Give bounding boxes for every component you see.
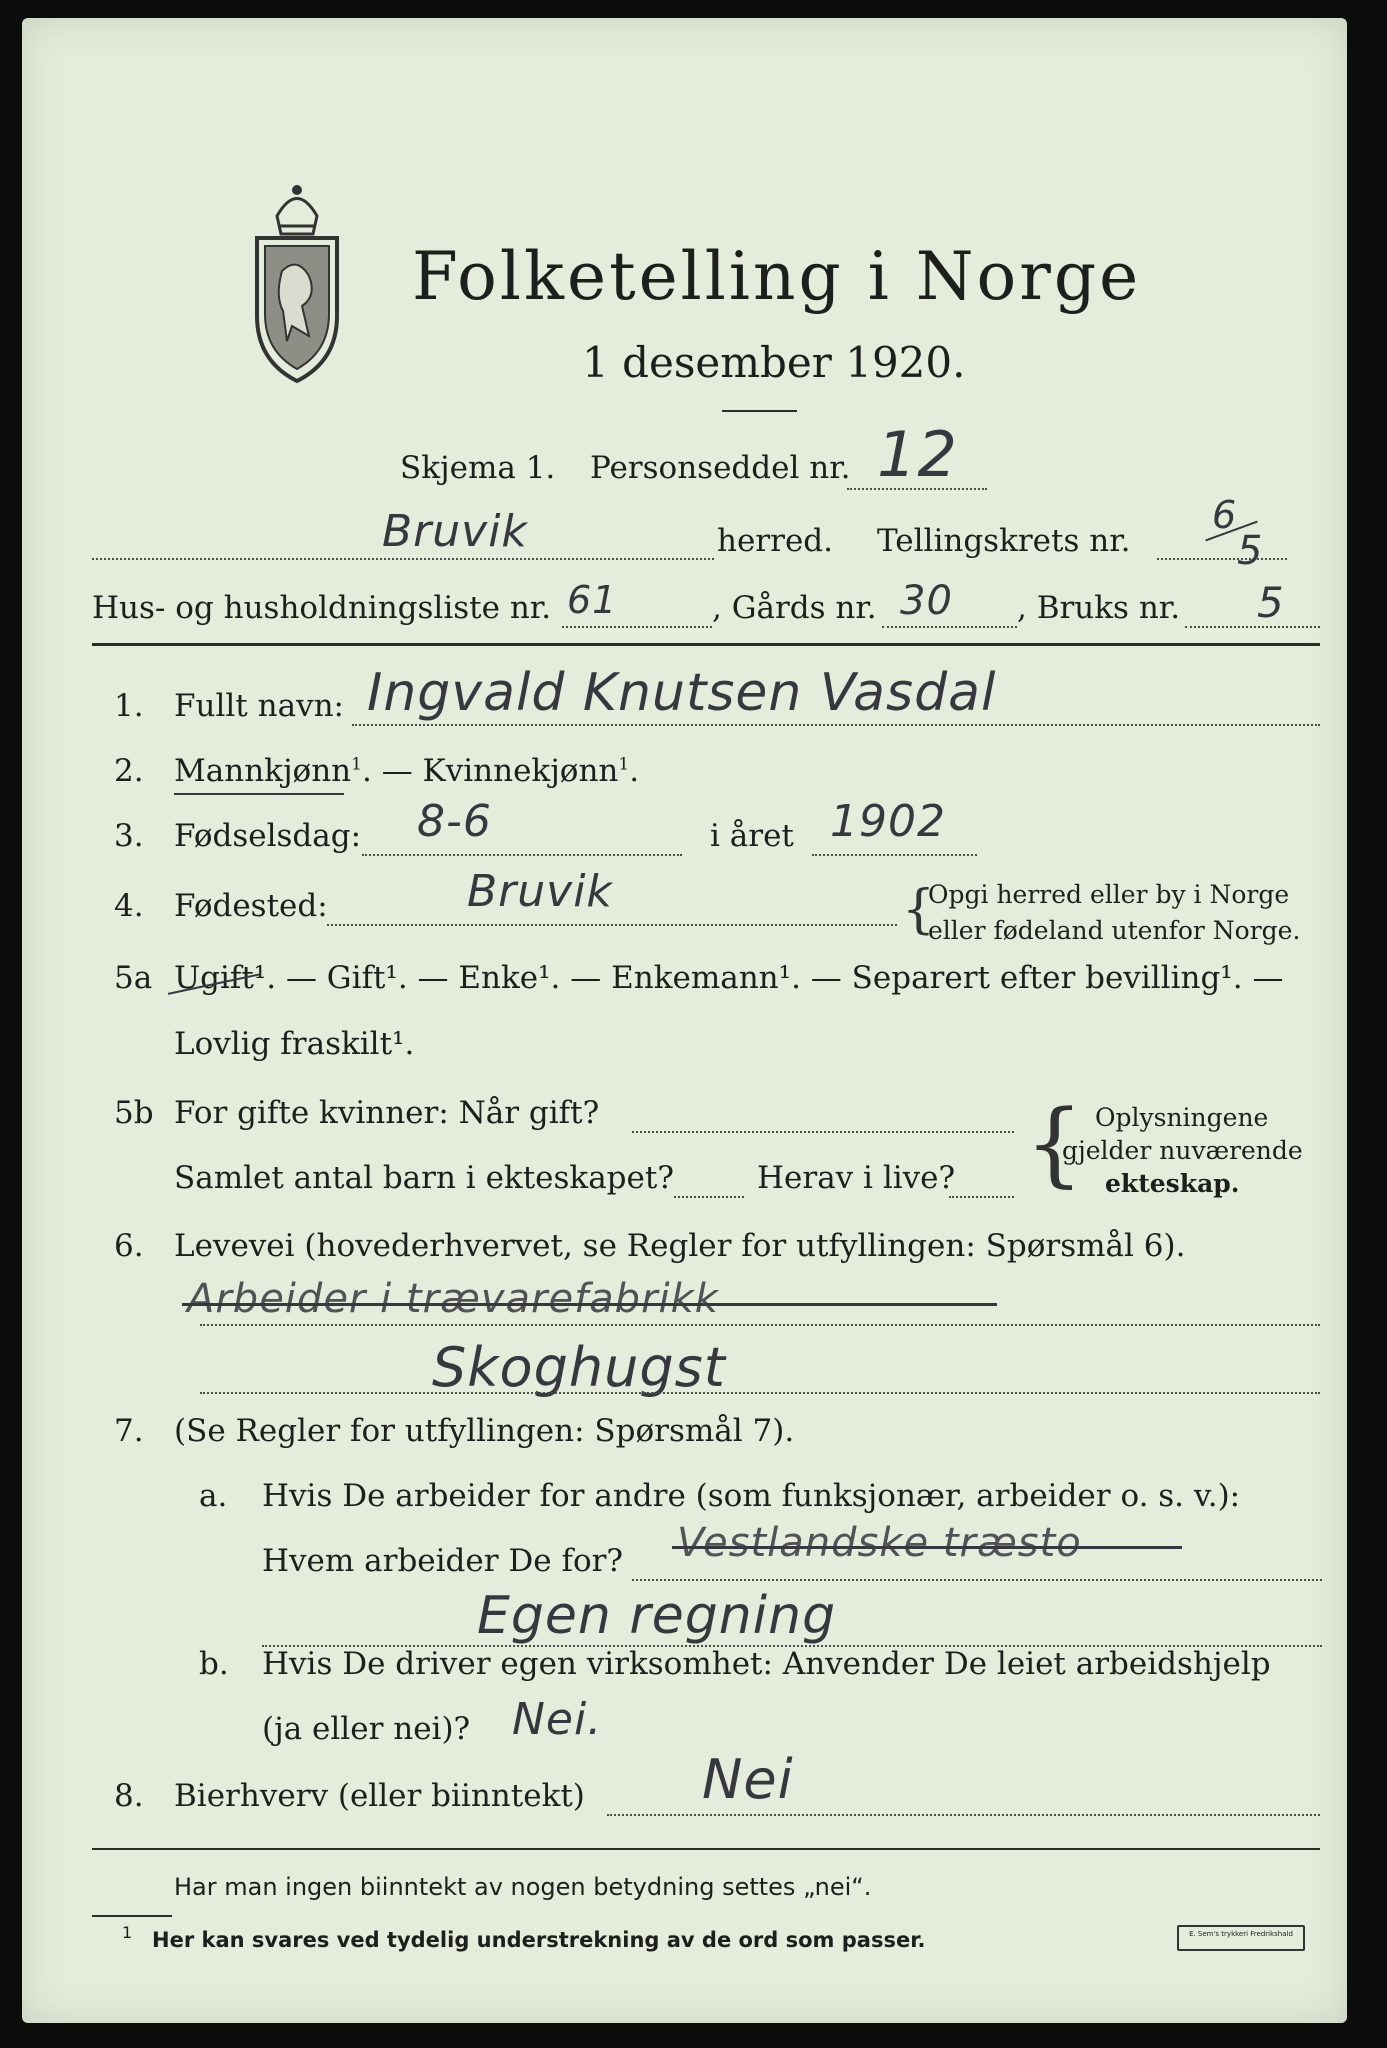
q7a-value-struck: Vestlandske træsto: [677, 1520, 1082, 1566]
q1-value: Ingvald Knutsen Vasdal: [367, 663, 997, 723]
q6-number: 6.: [114, 1228, 144, 1264]
q7a-value: Egen regning: [477, 1586, 837, 1646]
q6-value-struck: Arbeider i trævarefabrikk: [187, 1276, 719, 1322]
q3-label: Fødselsdag:: [174, 818, 362, 854]
gards-label: , Gårds nr.: [712, 590, 877, 626]
q7b-value: Nei.: [512, 1694, 603, 1745]
q4-note-line1: Opgi herred eller by i Norge: [928, 880, 1290, 909]
q5a-options: Ugift¹. — Gift¹. — Enke¹. — Enkemann¹. — Separert efter bevilling¹. —: [174, 960, 1284, 996]
coat-of-arms-icon: [247, 176, 347, 386]
q4-brace: {: [902, 880, 936, 940]
q6-strike: [182, 1303, 997, 1306]
q4-number: 4.: [114, 888, 144, 924]
q3-value: 8-6: [417, 796, 492, 847]
gards-line: [882, 626, 1017, 628]
q5b-note-line3: ekteskap.: [1105, 1169, 1240, 1198]
tellingskrets-line: [1157, 558, 1287, 560]
footnote-divider: [92, 1915, 172, 1917]
q5b-note-line1: Oplysningene: [1095, 1103, 1269, 1132]
footer-note: Har man ingen biinntekt av nogen betydning settes „nei“.: [174, 1873, 872, 1901]
q1-line: [352, 724, 1320, 726]
footer-divider: [92, 1848, 1320, 1850]
q4-value: Bruvik: [467, 866, 613, 917]
q1-number: 1.: [114, 688, 144, 724]
q7a-employer-line: [632, 1579, 1322, 1581]
q8-number: 8.: [114, 1778, 144, 1814]
q7b-letter: b.: [199, 1646, 229, 1682]
q6-label: Levevei (hovederhvervet, se Regler for utfyllingen: Spørsmål 6).: [174, 1228, 1186, 1264]
q7a-letter: a.: [199, 1478, 228, 1514]
q3-line: [362, 854, 682, 856]
q7-label: (Se Regler for utfyllingen: Spørsmål 7).: [174, 1413, 795, 1449]
husholdning-line: [562, 626, 712, 628]
q5b-note-line2: gjelder nuværende: [1062, 1136, 1303, 1165]
q3-year-label: i året: [710, 818, 794, 854]
q7a-employer-label: Hvem arbeider De for?: [262, 1543, 624, 1579]
q7a-strike: [672, 1546, 1182, 1549]
footnote-number: 1: [122, 1923, 133, 1942]
bruks-line: [1185, 626, 1320, 628]
q2-male-option: Mannkjønn: [174, 753, 352, 789]
q5b-married-when-label: For gifte kvinner: Når gift?: [174, 1095, 600, 1131]
q3-year-value: 1902: [830, 796, 946, 847]
tellingskrets-value-old: 6: [1212, 493, 1238, 537]
census-form: [22, 18, 1347, 2023]
q5b-number: 5b: [114, 1095, 154, 1131]
q5b-brace: {: [1025, 1090, 1084, 1197]
q2-male-underline: [174, 793, 344, 795]
q5b-children-line: [674, 1196, 744, 1198]
q8-value: Nei: [702, 1748, 794, 1811]
herred-line: [92, 558, 714, 560]
q5a-options-line2: Lovlig fraskilt¹.: [174, 1026, 415, 1062]
q2-options: Mannkjønn$^1$. — Kvinnekjønn$^1$.: [174, 753, 640, 789]
printer-stamp: E. Sem's trykkeri Fredrikshald: [1177, 1925, 1305, 1951]
husholdning-value: 61: [567, 578, 618, 622]
q5b-married-when-line: [632, 1131, 1014, 1133]
q8-label: Bierhverv (eller biinntekt): [174, 1778, 585, 1814]
q5b-alive-line: [949, 1196, 1014, 1198]
q6-line2: [200, 1392, 1320, 1394]
q3-number: 3.: [114, 818, 144, 854]
form-title: Folketelling i Norge: [412, 238, 1142, 315]
q7a-question: Hvis De arbeider for andre (som funksjonær, arbeider o. s. v.):: [262, 1478, 1241, 1514]
title-divider: [722, 410, 797, 412]
herred-label: herred.: [717, 523, 833, 559]
q6-value: Skoghugst: [432, 1336, 726, 1399]
personseddel-label: Personseddel nr.: [590, 450, 851, 486]
tellingskrets-value: 5: [1237, 528, 1264, 574]
schema-label: Skjema 1.: [400, 450, 556, 486]
q1-label: Fullt navn:: [174, 688, 344, 724]
personseddel-value: 12: [877, 418, 958, 491]
tellingskrets-label: Tellingskrets nr.: [877, 523, 1131, 559]
form-date: 1 desember 1920.: [582, 338, 966, 387]
gards-value: 30: [900, 578, 953, 624]
q2-female-option: Kvinnekjønn: [422, 753, 619, 789]
q6-line1: [200, 1324, 1320, 1326]
q4-line: [327, 924, 897, 926]
q3-year-line: [812, 854, 977, 856]
q7-number: 7.: [114, 1413, 144, 1449]
q7b-question: Hvis De driver egen virksomhet: Anvender De leiet arbeidshjelp: [262, 1646, 1271, 1682]
footnote-text: Her kan svares ved tydelig understrekning av de ord som passer.: [152, 1928, 926, 1952]
q4-note-line2: eller fødeland utenfor Norge.: [928, 916, 1301, 945]
q5b-alive-label: Herav i live?: [757, 1160, 956, 1196]
q8-line: [607, 1814, 1320, 1816]
bruks-value: 5: [1257, 578, 1285, 627]
q7b-yesno-label: (ja eller nei)?: [262, 1711, 471, 1747]
herred-value: Bruvik: [382, 506, 528, 557]
header-divider: [92, 643, 1320, 646]
husholdning-label: Hus- og husholdningsliste nr.: [92, 590, 552, 626]
bruks-label: , Bruks nr.: [1017, 590, 1181, 626]
q5a-number: 5a: [114, 960, 153, 996]
q2-number: 2.: [114, 753, 144, 789]
q5b-children-label: Samlet antal barn i ekteskapet?: [174, 1160, 674, 1196]
q4-label: Fødested:: [174, 888, 328, 924]
